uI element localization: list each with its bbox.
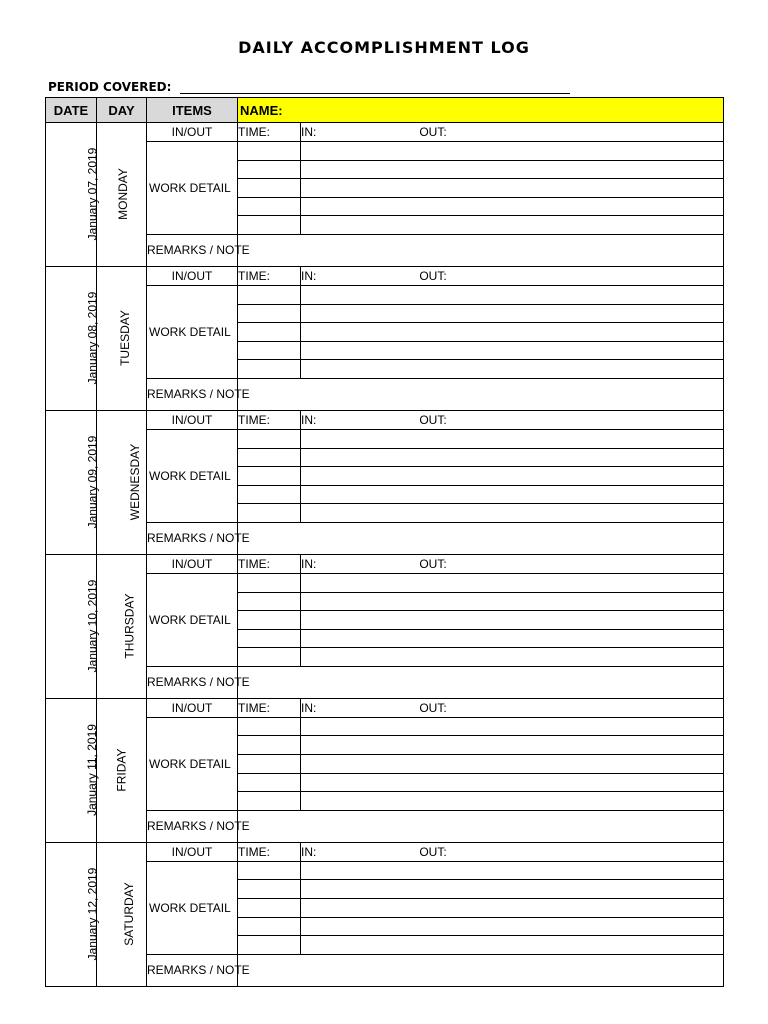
work-time-cell[interactable] <box>238 360 301 379</box>
day-cell <box>97 554 147 698</box>
in-out-cell[interactable] <box>301 123 724 142</box>
work-time-cell[interactable] <box>238 917 301 936</box>
date-cell <box>46 266 100 410</box>
remarks-row <box>46 666 724 698</box>
time-label: TIME: <box>238 698 301 717</box>
work-detail-label: WORK DETAIL <box>147 717 238 810</box>
date-text: January 12, 2019 <box>85 867 100 961</box>
work-time-cell[interactable] <box>238 861 301 880</box>
time-label: TIME: <box>238 266 301 285</box>
work-time-cell[interactable] <box>238 755 301 774</box>
work-detail-cell[interactable] <box>301 629 724 648</box>
header-row <box>46 98 724 123</box>
work-detail-cell[interactable] <box>301 899 724 918</box>
work-time-cell[interactable] <box>238 216 301 235</box>
remarks-row <box>46 954 724 986</box>
remarks-cell[interactable] <box>238 378 724 410</box>
inout-row <box>46 410 724 429</box>
remarks-cell[interactable] <box>238 810 724 842</box>
remarks-row <box>46 810 724 842</box>
inout-row <box>46 698 724 717</box>
work-detail-label: WORK DETAIL <box>147 573 238 666</box>
out-label: OUT: <box>419 556 447 571</box>
work-time-cell[interactable] <box>238 573 301 592</box>
work-detail-cell[interactable] <box>301 861 724 880</box>
work-detail-cell[interactable] <box>301 936 724 955</box>
work-detail-cell[interactable] <box>301 179 724 198</box>
in-out-cell[interactable] <box>301 410 724 429</box>
remarks-row <box>46 522 724 554</box>
day-text: TUESDAY <box>117 310 132 367</box>
inout-label: IN/OUT <box>147 123 238 142</box>
in-label: IN: <box>301 844 317 859</box>
date-text: January 07, 2019 <box>85 148 100 241</box>
work-time-cell[interactable] <box>238 611 301 630</box>
work-detail-cell[interactable] <box>301 304 724 323</box>
work-time-cell[interactable] <box>238 160 301 179</box>
time-label: TIME: <box>238 554 301 573</box>
remarks-label: REMARKS / NOTE <box>147 378 238 410</box>
work-detail-cell[interactable] <box>301 611 724 630</box>
remarks-label: REMARKS / NOTE <box>147 954 238 986</box>
remarks-cell[interactable] <box>238 666 724 698</box>
work-detail-cell[interactable] <box>301 648 724 667</box>
inout-label: IN/OUT <box>147 410 238 429</box>
inout-label: IN/OUT <box>147 266 238 285</box>
work-detail-cell[interactable] <box>301 592 724 611</box>
inout-row <box>46 842 724 861</box>
date-cell <box>46 698 97 842</box>
work-detail-label: WORK DETAIL <box>147 285 238 378</box>
work-detail-row <box>46 429 724 448</box>
remarks-label: REMARKS / NOTE <box>147 234 238 266</box>
day-text: WEDNESDAY <box>128 444 143 521</box>
work-detail-cell[interactable] <box>301 323 724 342</box>
items-header: ITEMS <box>147 98 238 123</box>
work-detail-row <box>46 142 724 161</box>
work-time-cell[interactable] <box>238 341 301 360</box>
work-time-cell[interactable] <box>238 304 301 323</box>
in-out-cell[interactable] <box>301 554 724 573</box>
work-detail-cell[interactable] <box>301 485 724 504</box>
work-time-cell[interactable] <box>238 629 301 648</box>
in-label: IN: <box>301 268 317 283</box>
day-cell <box>97 123 147 267</box>
remarks-label: REMARKS / NOTE <box>147 666 238 698</box>
work-time-cell[interactable] <box>238 736 301 755</box>
day-text: THURSDAY <box>122 593 137 659</box>
time-label: TIME: <box>238 123 301 142</box>
in-label: IN: <box>301 125 317 139</box>
work-time-cell[interactable] <box>238 285 301 304</box>
log-body <box>46 123 724 987</box>
day-header: DAY <box>97 98 147 123</box>
work-detail-row <box>46 285 724 304</box>
work-time-cell[interactable] <box>238 142 301 161</box>
work-detail-cell[interactable] <box>301 792 724 811</box>
name-field[interactable]: NAME: <box>238 98 724 123</box>
in-out-cell[interactable] <box>301 698 724 717</box>
day-cell <box>97 698 147 842</box>
inout-label: IN/OUT <box>147 554 238 573</box>
out-label: OUT: <box>419 268 447 283</box>
date-header: DATE <box>46 98 97 123</box>
in-label: IN: <box>301 556 317 571</box>
day-cell <box>97 842 147 986</box>
work-detail-cell[interactable] <box>301 504 724 523</box>
work-detail-cell[interactable] <box>301 285 724 304</box>
work-detail-label: WORK DETAIL <box>147 142 238 235</box>
work-detail-cell[interactable] <box>301 755 724 774</box>
work-time-cell[interactable] <box>238 592 301 611</box>
work-time-cell[interactable] <box>238 448 301 467</box>
inout-row <box>46 266 724 285</box>
work-time-cell[interactable] <box>238 197 301 216</box>
work-detail-row <box>46 861 724 880</box>
date-text: January 10, 2019 <box>85 580 100 673</box>
in-label: IN: <box>301 700 317 715</box>
work-time-cell[interactable] <box>238 485 301 504</box>
inout-row <box>46 123 724 142</box>
work-time-cell[interactable] <box>238 504 301 523</box>
in-label: IN: <box>301 412 317 427</box>
inout-row <box>46 554 724 573</box>
remarks-cell[interactable] <box>238 234 724 266</box>
work-detail-cell[interactable] <box>301 467 724 486</box>
work-time-cell[interactable] <box>238 429 301 448</box>
remarks-row <box>46 234 724 266</box>
work-time-cell[interactable] <box>238 467 301 486</box>
remarks-label: REMARKS / NOTE <box>147 810 238 842</box>
day-text: FRIDAY <box>114 748 129 792</box>
work-detail-cell[interactable] <box>301 880 724 899</box>
work-time-cell[interactable] <box>238 899 301 918</box>
out-label: OUT: <box>419 844 447 859</box>
work-detail-cell[interactable] <box>301 773 724 792</box>
day-cell <box>97 410 147 554</box>
day-text: SATURDAY <box>121 882 136 947</box>
work-detail-label: WORK DETAIL <box>147 429 238 522</box>
work-time-cell[interactable] <box>238 792 301 811</box>
day-cell <box>97 266 147 410</box>
period-covered-label: PERIOD COVERED: <box>48 80 172 94</box>
page-title: DAILY ACCOMPLISHMENT LOG <box>238 38 530 57</box>
out-label: OUT: <box>419 125 447 139</box>
accomplishment-log-table <box>45 97 724 987</box>
date-text: January 08, 2019 <box>85 292 100 385</box>
work-time-cell[interactable] <box>238 179 301 198</box>
remarks-label: REMARKS / NOTE <box>147 522 238 554</box>
remarks-cell[interactable] <box>238 522 724 554</box>
work-detail-cell[interactable] <box>301 216 724 235</box>
work-detail-row <box>46 573 724 592</box>
work-time-cell[interactable] <box>238 773 301 792</box>
date-cell <box>46 842 100 986</box>
work-detail-cell[interactable] <box>301 360 724 379</box>
remarks-cell[interactable] <box>238 954 724 986</box>
date-text: January 09, 2019 <box>85 436 100 529</box>
work-time-cell[interactable] <box>238 936 301 955</box>
work-detail-cell[interactable] <box>301 429 724 448</box>
work-time-cell[interactable] <box>238 323 301 342</box>
work-detail-cell[interactable] <box>301 448 724 467</box>
date-cell <box>46 410 100 554</box>
work-detail-cell[interactable] <box>301 341 724 360</box>
work-detail-cell[interactable] <box>301 160 724 179</box>
work-time-cell[interactable] <box>238 880 301 899</box>
day-text: MONDAY <box>115 168 130 221</box>
period-covered-line[interactable] <box>180 93 570 94</box>
inout-label: IN/OUT <box>147 698 238 717</box>
work-detail-cell[interactable] <box>301 197 724 216</box>
work-detail-label: WORK DETAIL <box>147 861 238 954</box>
remarks-row <box>46 378 724 410</box>
date-cell <box>46 123 100 267</box>
work-detail-cell[interactable] <box>301 917 724 936</box>
time-label: TIME: <box>238 842 301 861</box>
out-label: OUT: <box>419 412 447 427</box>
date-cell <box>46 554 100 698</box>
in-out-cell[interactable] <box>301 266 724 285</box>
work-detail-row <box>46 717 724 736</box>
work-detail-cell[interactable] <box>301 736 724 755</box>
work-time-cell[interactable] <box>238 648 301 667</box>
work-detail-cell[interactable] <box>301 717 724 736</box>
work-time-cell[interactable] <box>238 717 301 736</box>
date-text: January 11, 2019 <box>84 724 99 817</box>
work-detail-cell[interactable] <box>301 573 724 592</box>
out-label: OUT: <box>419 700 447 715</box>
work-detail-cell[interactable] <box>301 142 724 161</box>
inout-label: IN/OUT <box>147 842 238 861</box>
time-label: TIME: <box>238 410 301 429</box>
in-out-cell[interactable] <box>301 842 724 861</box>
